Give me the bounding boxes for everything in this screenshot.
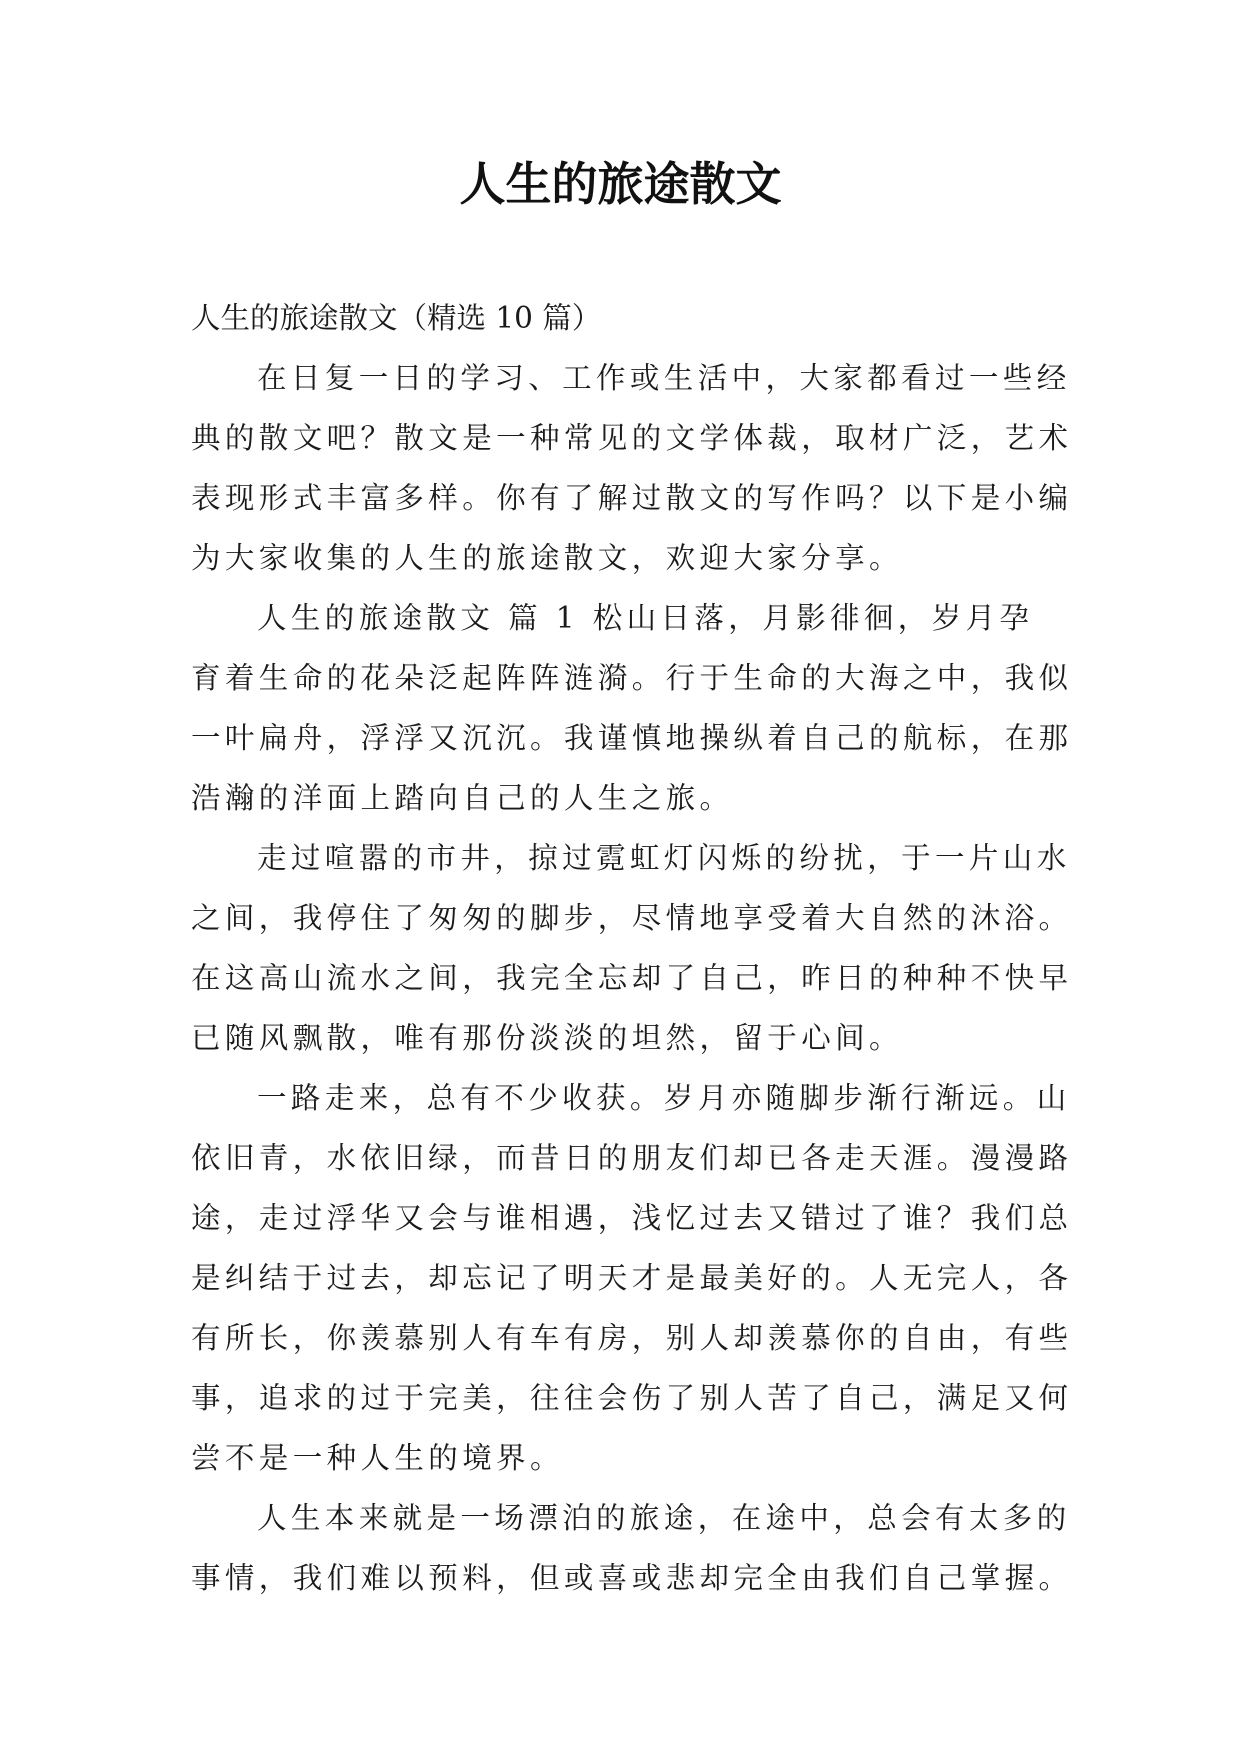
paragraph-line: 一路走来，总有不少收获。岁月亦随脚步渐行渐远。山 xyxy=(257,1081,1071,1115)
document-title: 人生的旅途散文 xyxy=(459,157,782,211)
paragraph-line: 已随风飘散，唯有那份淡淡的坦然，留于心间。 xyxy=(191,1021,903,1055)
paragraph-line: 典的散文吧？散文是一种常见的文学体裁，取材广泛，艺术 xyxy=(191,421,1073,455)
paragraph-line: 在日复一日的学习、工作或生活中，大家都看过一些经 xyxy=(257,361,1071,395)
paragraph xyxy=(191,348,1073,588)
paragraph-line: 事，追求的过于完美，往往会伤了别人苦了自己，满足又何 xyxy=(191,1381,1073,1415)
paragraph-list xyxy=(191,348,1073,1608)
paragraph-line: 为大家收集的人生的旅途散文，欢迎大家分享。 xyxy=(191,541,903,575)
paragraph xyxy=(191,1068,1073,1488)
paragraph-line: 有所长，你羡慕别人有车有房，别人却羡慕你的自由，有些 xyxy=(191,1321,1073,1355)
paragraph-line: 之间，我停住了匆匆的脚步，尽情地享受着大自然的沐浴。 xyxy=(191,901,1073,935)
paragraph-line: 人生本来就是一场漂泊的旅途，在途中，总会有太多的 xyxy=(257,1501,1071,1535)
paragraph-line: 依旧青，水依旧绿，而昔日的朋友们却已各走天涯。漫漫路 xyxy=(191,1141,1073,1175)
document-subtitle: 人生的旅途散文（精选 10 篇） xyxy=(191,301,602,335)
paragraph-line: 浩瀚的洋面上踏向自己的人生之旅。 xyxy=(191,781,734,815)
paragraph-line: 是纠结于过去，却忘记了明天才是最美好的。人无完人，各 xyxy=(191,1261,1073,1295)
paragraph-line: 途，走过浮华又会与谁相遇，浅忆过去又错过了谁？我们总 xyxy=(191,1201,1073,1235)
paragraph-line: 人生的旅途散文 篇 1 松山日落，月影徘徊，岁月孕 xyxy=(257,601,1034,635)
paragraph-line: 一叶扁舟，浮浮又沉沉。我谨慎地操纵着自己的航标，在那 xyxy=(191,721,1073,755)
paragraph-line: 育着生命的花朵泛起阵阵涟漪。行于生命的大海之中，我似 xyxy=(191,661,1073,695)
document-body xyxy=(191,288,1073,1608)
paragraph-line: 尝不是一种人生的境界。 xyxy=(191,1441,564,1475)
paragraph xyxy=(191,1488,1073,1608)
paragraph-line: 事情，我们难以预料，但或喜或悲却完全由我们自己掌握。 xyxy=(191,1561,1073,1595)
paragraph-line: 表现形式丰富多样。你有了解过散文的写作吗？以下是小编 xyxy=(191,481,1073,515)
paragraph-line: 走过喧嚣的市井，掠过霓虹灯闪烁的纷扰，于一片山水 xyxy=(257,841,1071,875)
paragraph xyxy=(191,828,1073,1068)
paragraph-line: 在这高山流水之间，我完全忘却了自己，昨日的种种不快早 xyxy=(191,961,1073,995)
paragraph xyxy=(191,588,1073,828)
